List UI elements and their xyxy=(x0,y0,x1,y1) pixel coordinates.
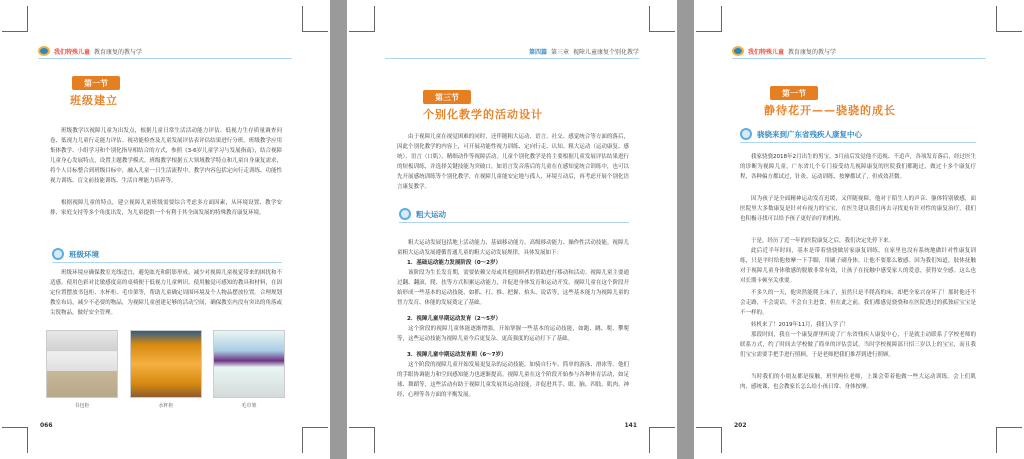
running-header xyxy=(38,44,292,58)
crop-mark xyxy=(996,427,1022,453)
header-rule xyxy=(732,58,986,59)
body-paragraph: 班级环境应确保教室光线适宜，避免眩光和阴影形成，减少对视障儿童视觉带来的困扰和不适感。使用色彩对比敏感度高的桌椅便于低视力儿童辨识。使用触觉可感知的教具和材料，在固定位置摆放书包柜、水杯柜、毛巾架等，帮助儿童确定周围环境及个人物品摆放位置。合理规划教室布局，减少不必要的物品，为视障儿童创建足够的活动空间，确保教室内没有突出的角落或尖锐物品，做好安全管理。 xyxy=(50,270,282,316)
sub-heading-text: 骁骁来到广东省残疾人康复中心 xyxy=(757,129,862,139)
page-number: 141 xyxy=(624,422,637,429)
page-number: 202 xyxy=(734,422,747,429)
photo-towel-rack xyxy=(213,330,285,398)
body-paragraph: 因为孩子是全面精神运动发育迟缓，又伴随视障，他对于陌生人的声音、躯体特别敏感，面医院里大多数康复是针对有视力的宝宝，在医生建议我们再去寻找更有针对性的康复治疗，我们也积极寻找可以给予孩子更好治疗的机构。 xyxy=(740,196,976,222)
header-part: 第四篇 xyxy=(528,48,547,56)
header-text: 视障儿童康复个别化教学 xyxy=(572,48,639,56)
header-rule xyxy=(385,58,639,59)
photo-caption: 毛巾架 xyxy=(241,403,257,409)
eye-icon xyxy=(740,128,752,140)
body-paragraph: 班级教学以视障儿童为出发点，根据儿童日常生活活动能力评估、低视力生存质量调查问卷、低视力儿童行走能力评估、视功能检查及儿童发展评估表评估结果进行分班。班级教学应用集体教学、小组学习和个别化指导相结合的方式，参照《3-6岁儿童学习与发展指南》，结合视障儿童身心发展特点，设置主题教学模式。班级教学根据五大领域教学特点和儿童自身康复需求，将个人目标整合到班级目标中，融入儿童一日生活流程中，教学内容包括定向行走训练、功能性视力训练、盲文前技能训练、生活自理能力培养等。 xyxy=(50,128,282,184)
crop-mark xyxy=(2,6,28,32)
section-badge: 第三节 xyxy=(423,90,471,104)
body-paragraph: 由于视障儿童在视觉困难的同时，还伴随粗大运动、语言、社交、感觉统合等方面的落后，因此个别化教学的内容上，可开展功能性视力训练、定向行走、认知、粗大运动（运动康复、感统）、语言（口肌）、精细动作等视障活动。儿童个别化教学是将主要根据儿童发展评估结果进行的短板训练，并选择关键技能为突破口。如语言发音落后的儿童在在感知觉统合训练中，也可以先开展感统训练等个别化教学，在视障儿童能安定地与孤人、环境互动后，再考虑开展个别化语言康复教学。 xyxy=(397,134,629,190)
sub-heading xyxy=(399,208,446,220)
body-paragraph: 当时我们的小朋友都是接触，班里两位老师，上课会带着他做一些大运动训练。会上们肌肉、感统课，也会教家长怎么给小孩日常、身体按摩。 xyxy=(740,374,976,390)
body-paragraph: 那段时间，我在一个康复群里听说了广东省残疾人康复中心，于是就主动联系了学校老师的联系方式，约了时间去学校做了简单的评估尝试。当时学校视障部只招三岁以上的宝宝，而且我们宝宝需要手把手进行照顾，于是老师把我们推荐到进行照顾。 xyxy=(740,332,976,358)
header-text: 教育康复的教与学 xyxy=(788,48,837,56)
crop-mark xyxy=(696,6,722,32)
body-paragraph: 我家骁骁2018年2月出生的男宝，3月前后发觉他不追视、不追声，各项发育落后，经过医生的诊断为视障儿童。广东省几个专门接受幼儿视障康复的医院我们都跑过，做过十多个康复疗程，各种偏方都试过，针灸、运动训练、按摩都试了，但成效甚微。 xyxy=(740,154,976,180)
item-text: 这个阶段的视障儿童开始发展更复杂的运动技能，如骑自行车、简单的游泳、滑冰等。他们的手眼协调能力和空间感知能力也逐渐提高。视障儿童在这个阶段开始参与各种体育活动，如足球、舞蹈等，这些活动有助于视障儿童发展其运动技能，并促进其手、眼、脑、四肢、肌肉、神经、心理等各方面的平衡发展。 xyxy=(397,362,629,398)
item-text: 该阶段为生长发育期，需要依赖父母或其他照顾者的帮助进行移动和活动。视障儿童主要通过翻、翻滚、爬、扶等方式积累运动能力，并促进身体发育和运动开发。视障儿童在这个阶段开始形成一些基本的运动技能，如抓、打、推、把握、抬头、说话等，这些基本能力为视障儿童的智力发育、体能的发展奠定了基础。 xyxy=(397,270,629,306)
running-header xyxy=(732,44,986,58)
eye-icon xyxy=(52,248,64,260)
sub-heading xyxy=(740,128,862,140)
book-page-right xyxy=(694,0,1024,459)
crop-mark xyxy=(349,427,375,453)
header-brand: 我们特殊儿童 xyxy=(748,48,785,56)
sub-heading-text: 班级环境 xyxy=(69,249,99,259)
header-rule xyxy=(38,58,292,59)
eye-icon xyxy=(399,208,411,220)
item-title: 3．视障儿童中期运动发育期（6～7岁） xyxy=(407,352,507,358)
crop-mark xyxy=(2,427,28,453)
header-text: 教育康复的教与学 xyxy=(94,48,143,56)
section-title: 个别化教学的活动设计 xyxy=(423,108,543,121)
sub-heading-rule xyxy=(52,262,282,263)
book-page-left xyxy=(0,0,330,459)
sub-heading-rule xyxy=(399,222,629,223)
book-page-middle xyxy=(347,0,677,459)
photo-cup-cabinet xyxy=(130,330,202,398)
crop-mark xyxy=(649,427,675,453)
book-logo-icon xyxy=(38,46,50,56)
crop-mark xyxy=(302,427,328,453)
photo-caption: 书包柜 xyxy=(74,403,90,409)
body-paragraph: 粗大运动发展包括地上活动能力、基础移动能力、高级移动能力、操作性活动技能。视障儿童粗大运动发展遵循普通儿童的粗大运动发展规律，具体发展如下： xyxy=(397,240,629,256)
section-badge: 第一节 xyxy=(72,76,120,90)
body-paragraph: 不多久的一天，他突然能爬上床了，虽然只是半爬高的床，却把全家兴奋坏了！那时他还不会走路，不会说话，不会自主进食，但在此之前，我们都感觉骁骁和在医院透过的孤独症宝宝是不一样的。 xyxy=(740,290,976,316)
book-logo-icon xyxy=(732,46,744,56)
crop-mark xyxy=(696,427,722,453)
page-number: 066 xyxy=(40,422,53,429)
crop-mark xyxy=(649,6,675,32)
crop-mark xyxy=(349,6,375,32)
section-title: 静待花开——骁骁的成长 xyxy=(764,104,896,117)
sub-heading-text: 粗大运动 xyxy=(416,209,446,219)
photo-caption: 水杯柜 xyxy=(158,403,174,409)
crop-mark xyxy=(302,6,328,32)
body-paragraph: 根据视障儿童的特点，建立视障儿童班级需要综合考虑多方面因素，从环境设置、教学安排、家庭支持等多个角度出发，为儿童提供一个有利于其全面发展的特殊教育康复环境。 xyxy=(50,200,282,216)
header-brand: 我们特殊儿童 xyxy=(54,48,91,56)
section-title: 班级建立 xyxy=(70,94,118,107)
section-badge: 第一节 xyxy=(770,86,818,100)
item-title: 1．基础运动能力发展阶段（0～2岁） xyxy=(407,260,501,266)
crop-mark xyxy=(996,6,1022,32)
item-text: 这个阶段的视障儿童体能逐渐增强，开始掌握一些基本的运动技能，如跑、跳、爬、攀爬等，这些运动技能为视障儿童今后更复杂、更高强度的运动打下了基础。 xyxy=(397,326,629,342)
sub-heading xyxy=(52,248,99,260)
item-title: 2．视障儿童早期运动发育（2～5岁） xyxy=(407,316,501,322)
running-header xyxy=(385,44,639,58)
body-paragraph: 此后近半年时间，基本是带着骁骁做居家康复训练，在家里也没有系统地做针对性康复训练，只是平时给他按摩一下手脚，用刷子刷身体，让他不要那么敏感。因为我们知道，肢体抚触对于视障儿童身体敏感的脱敏非常有效，让孩子在抚触中感受家人的爱意，获得安全感。这么也对长期卡顿至关重要。 xyxy=(740,248,976,284)
body-paragraph: 于是，经历了近一年的医院康复之后，我们决定先停下来。 xyxy=(751,238,895,244)
body-paragraph: 转机来了！2019年11月，我们入学了！ xyxy=(751,322,849,328)
sub-heading-rule xyxy=(740,142,976,143)
photo-schoolbag-cabinet xyxy=(46,330,118,398)
header-chapter: 第三章 xyxy=(550,48,569,56)
